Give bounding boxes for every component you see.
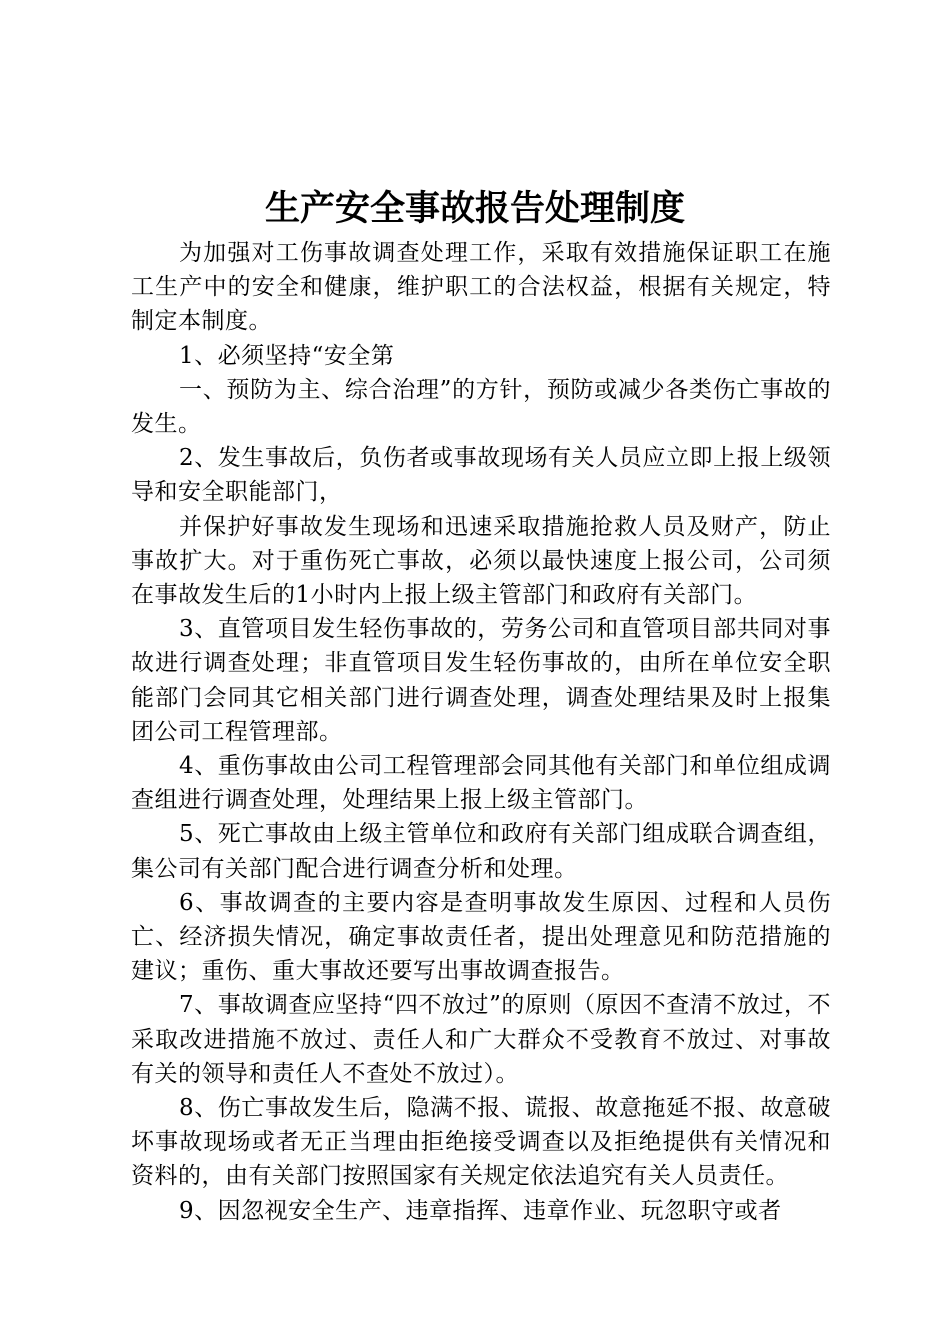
paragraph-item-8: 8、伤亡事故发生后，隐满不报、谎报、故意拖延不报、故意破坏事故现场或者无正当理由拒绝接受调查以及拒绝提供有关情况和资料的，由有关部门按照国家有关规定依法追究有关人员责任。 — [131, 1095, 831, 1190]
paragraph-item-5: 5、死亡事故由上级主管单位和政府有关部门组成联合调查组，集公司有关部门配合进行调查分析和处理。 — [131, 821, 831, 882]
paragraph-item-3: 3、直管项目发生轻伤事故的，劳务公司和直管项目部共同对事故进行调查处理；非直管项目发生轻伤事故的，由所在单位安全职能部门会同其它相关部门进行调查处理，调查处理结果及时上报集团公司工程管理部。 — [131, 616, 831, 745]
document-title: 生产安全事故报告处理制度 — [264, 188, 685, 229]
paragraph-item-7: 7、事故调查应坚持“四不放过”的原则（原因不查清不放过，不采取改进措施不放过、责任人和广大群众不受教育不放过、对事故有关的领导和责任人不查处不放过）。 — [131, 992, 831, 1087]
paragraph-item-2-cont: 并保护好事故发生现场和迅速采取措施抢救人员及财产，防止事故扩大。对于重伤死亡事故，必须以最快速度上报公司，公司须在事故发生后的1小时内上报上级主管部门和政府有关部门。 — [131, 513, 831, 609]
paragraph-item-4: 4、重伤事故由公司工程管理部会同其他有关部门和单位组成调查组进行调查处理，处理结果上报上级主管部门。 — [131, 753, 831, 814]
paragraph-item-1-start: 1、必须坚持“安全第 — [179, 342, 395, 369]
paragraph-item-1-cont: 一、预防为主、综合治理”的方针，预防或减少各类伤亡事故的发生。 — [131, 376, 831, 438]
paragraph-item-2: 2、发生事故后，负伤者或事故现场有关人员应立即上报上级领导和安全职能部门， — [131, 445, 831, 506]
paragraph-intro: 为加强对工伤事故调查处理工作，采取有效措施保证职工在施工生产中的安全和健康，维护职工的合法权益，根据有关规定，特制定本制度。 — [131, 240, 831, 335]
document-body — [131, 236, 831, 1228]
paragraph-item-9: 9、因忽视安全生产、违章指挥、违章作业、玩忽职守或者 — [179, 1197, 782, 1224]
paragraph-item-6: 6、事故调查的主要内容是查明事故发生原因、过程和人员伤亡、经济损失情况，确定事故责任者，提出处理意见和防范措施的建议；重伤、重大事故还要写出事故调查报告。 — [131, 889, 831, 985]
